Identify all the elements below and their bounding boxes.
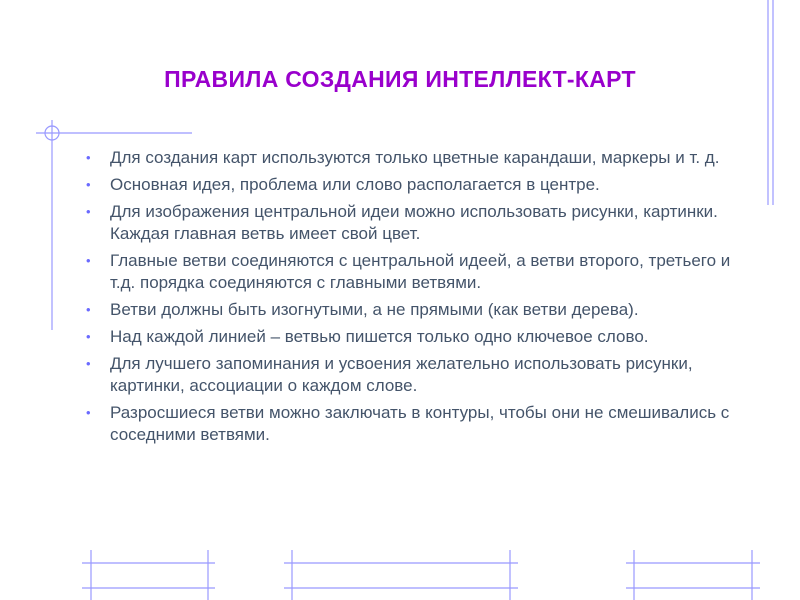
bullet-list xyxy=(86,147,746,451)
bullet-icon: • xyxy=(86,204,91,219)
bullet-item xyxy=(86,174,746,196)
bullet-text: Для создания карт используются только цветные карандаши, маркеры и т. д. xyxy=(110,148,720,167)
bullet-icon: • xyxy=(86,356,91,371)
bullet-text: Основная идея, проблема или слово располагается в центре. xyxy=(110,175,600,194)
bullet-icon: • xyxy=(86,253,91,268)
bullet-item xyxy=(86,299,746,321)
bullet-icon: • xyxy=(86,150,91,165)
bullet-item xyxy=(86,353,746,397)
bullet-icon: • xyxy=(86,405,91,420)
bullet-text: Для изображения центральной идеи можно использовать рисунки, картинки. Каждая главная ветвь имеет свой цвет. xyxy=(110,202,718,243)
bullet-text: Главные ветви соединяются с центральной идеей, а ветви второго, третьего и т.д. порядка соединяются с главными ветвями. xyxy=(110,251,731,292)
bullet-icon: • xyxy=(86,177,91,192)
bullet-text: Над каждой линией – ветвью пишется только одно ключевое слово. xyxy=(110,327,649,346)
bullet-item xyxy=(86,326,746,348)
bullet-icon: • xyxy=(86,329,91,344)
bullet-icon: • xyxy=(86,302,91,317)
bullet-text: Ветви должны быть изогнутыми, а не прямыми (как ветви дерева). xyxy=(110,300,639,319)
bullet-item xyxy=(86,147,746,169)
bullet-text: Разросшиеся ветви можно заключать в контуры, чтобы они не смешивались с соседними ветвями. xyxy=(110,403,730,444)
bullet-item xyxy=(86,250,746,294)
slide-title: ПРАВИЛА СОЗДАНИЯ ИНТЕЛЛЕКТ-КАРТ xyxy=(164,66,636,92)
bullet-item xyxy=(86,201,746,245)
bullet-text: Для лучшего запоминания и усвоения желательно использовать рисунки, картинки, ассоциации о каждом слове. xyxy=(110,354,693,395)
bullet-item xyxy=(86,402,746,446)
